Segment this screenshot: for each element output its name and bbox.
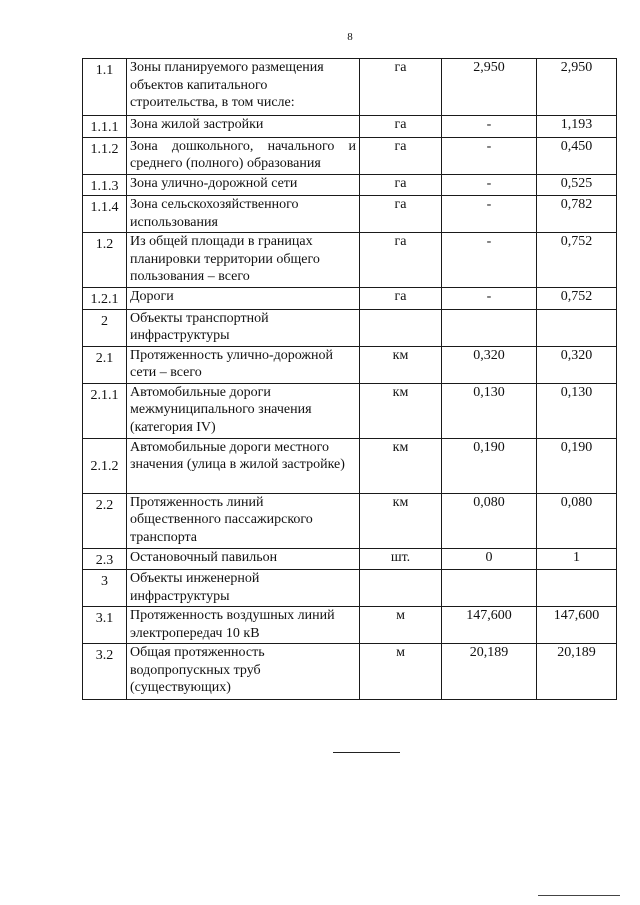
row-name: Зона сельскохозяйственного использования: [127, 196, 360, 233]
row-number: 1.1.4: [83, 196, 127, 233]
row-value-2: 2,950: [537, 59, 617, 116]
row-unit: га: [360, 288, 442, 310]
row-unit: км: [360, 493, 442, 548]
row-unit: км: [360, 438, 442, 493]
row-unit: га: [360, 233, 442, 288]
bottom-divider: [538, 895, 620, 896]
row-value-2: 1,193: [537, 116, 617, 138]
row-name: Из общей площади в границах планировки территории общего пользования – всего: [127, 233, 360, 288]
footnote-divider: [333, 752, 400, 753]
row-value-1: -: [442, 196, 537, 233]
row-unit: м: [360, 644, 442, 700]
row-value-1: 0,130: [442, 383, 537, 438]
row-number: 3.2: [83, 644, 127, 700]
row-unit: га: [360, 174, 442, 196]
row-value-1: [442, 309, 537, 346]
row-value-2: 20,189: [537, 644, 617, 700]
row-name: Автомобильные дороги межмуниципального значения (категория IV): [127, 383, 360, 438]
table-row: [83, 59, 617, 116]
row-value-2: 0,130: [537, 383, 617, 438]
row-name: Зона жилой застройки: [127, 116, 360, 138]
table-row: [83, 383, 617, 438]
row-value-2: [537, 309, 617, 346]
row-name: Зона дошкольного, начального и среднего (полного) образования: [127, 137, 360, 174]
row-value-1: [442, 570, 537, 607]
row-value-1: 0,080: [442, 493, 537, 548]
row-number: 1.1.3: [83, 174, 127, 196]
table-row: [83, 116, 617, 138]
row-number: 2.1: [83, 346, 127, 383]
row-unit: га: [360, 59, 442, 116]
row-unit: шт.: [360, 548, 442, 570]
row-name: Протяженность воздушных линий электропередач 10 кВ: [127, 607, 360, 644]
row-value-2: 0,782: [537, 196, 617, 233]
row-value-2: 0,080: [537, 493, 617, 548]
row-unit: км: [360, 383, 442, 438]
table-row: [83, 233, 617, 288]
row-unit: га: [360, 196, 442, 233]
row-number: 1.2.1: [83, 288, 127, 310]
row-value-1: -: [442, 174, 537, 196]
row-value-2: 0,320: [537, 346, 617, 383]
row-number: 2.2: [83, 493, 127, 548]
row-value-1: 147,600: [442, 607, 537, 644]
table-row: [83, 196, 617, 233]
table-row: [83, 644, 617, 700]
row-unit: га: [360, 116, 442, 138]
table-row: [83, 570, 617, 607]
table-row: [83, 309, 617, 346]
row-number: 1.1.2: [83, 137, 127, 174]
row-value-2: 0,752: [537, 288, 617, 310]
row-value-2: [537, 570, 617, 607]
indicators-table: [82, 58, 617, 700]
row-value-1: 2,950: [442, 59, 537, 116]
table-row: [83, 288, 617, 310]
row-value-2: 1: [537, 548, 617, 570]
row-value-2: 0,450: [537, 137, 617, 174]
row-value-1: -: [442, 288, 537, 310]
row-value-1: 20,189: [442, 644, 537, 700]
row-number: 2.1.1: [83, 383, 127, 438]
row-value-1: 0: [442, 548, 537, 570]
row-number: 2: [83, 309, 127, 346]
row-number: 3: [83, 570, 127, 607]
row-value-1: -: [442, 233, 537, 288]
row-number: 2.3: [83, 548, 127, 570]
row-unit: [360, 570, 442, 607]
table-row: [83, 346, 617, 383]
row-name: Автомобильные дороги местного значения (улица в жилой застройке): [127, 438, 360, 493]
table-row: [83, 493, 617, 548]
row-value-1: -: [442, 137, 537, 174]
table-row: [83, 174, 617, 196]
row-name: Зоны планируемого размещения объектов капитального строительства, в том числе:: [127, 59, 360, 116]
row-unit: [360, 309, 442, 346]
row-name: Остановочный павильон: [127, 548, 360, 570]
row-name: Общая протяженность водопропускных труб (существующих): [127, 644, 360, 700]
row-value-2: 147,600: [537, 607, 617, 644]
row-name: Протяженность линий общественного пассажирского транспорта: [127, 493, 360, 548]
row-value-2: 0,190: [537, 438, 617, 493]
table-row: [83, 438, 617, 493]
row-number: 1.1.1: [83, 116, 127, 138]
row-number: 3.1: [83, 607, 127, 644]
row-unit: га: [360, 137, 442, 174]
row-name: Дороги: [127, 288, 360, 310]
row-name: Объекты инженерной инфраструктуры: [127, 570, 360, 607]
row-unit: м: [360, 607, 442, 644]
row-value-1: 0,320: [442, 346, 537, 383]
row-name: Объекты транспортной инфраструктуры: [127, 309, 360, 346]
row-number: 1.1: [83, 59, 127, 116]
page-number: 8: [347, 31, 353, 43]
row-name: Зона улично-дорожной сети: [127, 174, 360, 196]
row-value-2: 0,525: [537, 174, 617, 196]
table-row: [83, 607, 617, 644]
row-value-1: 0,190: [442, 438, 537, 493]
row-value-1: -: [442, 116, 537, 138]
row-number: 2.1.2: [83, 438, 127, 493]
row-unit: км: [360, 346, 442, 383]
table-row: [83, 548, 617, 570]
row-number: 1.2: [83, 233, 127, 288]
row-value-2: 0,752: [537, 233, 617, 288]
table-row: [83, 137, 617, 174]
row-name: Протяженность улично-дорожной сети – всего: [127, 346, 360, 383]
